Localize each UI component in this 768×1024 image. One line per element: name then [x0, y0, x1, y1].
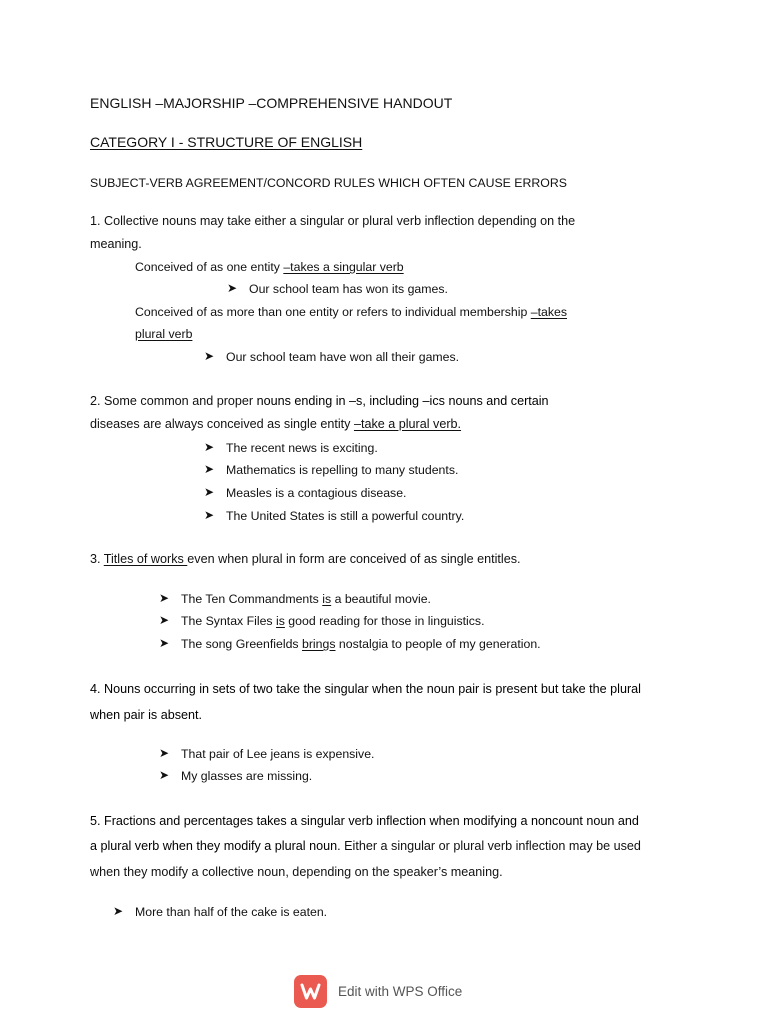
rule-2-text-c: diseases: [90, 417, 140, 431]
bullet-arrow-icon: ➤: [159, 746, 170, 760]
bullet-arrow-icon: ➤: [113, 904, 124, 918]
rule-1-b-verb-cont: plural verb: [135, 327, 193, 341]
list-item: The Syntax Files is good reading for those in linguistics.: [181, 614, 485, 628]
rule-4-text: 4. Nouns occurring in sets of two take the singular when the noun pair is present but take the plural: [90, 682, 641, 696]
bullet-arrow-icon: ➤: [227, 281, 238, 295]
rule-1-b-label: Conceived of as more than one entity or refers to individual membership: [135, 305, 531, 319]
rule-2-text-d: are always conceived as single entity: [139, 417, 354, 431]
bullet-arrow-icon: ➤: [159, 591, 170, 605]
list-item: The song Greenfields brings nostalgia to people of my generation.: [181, 637, 541, 651]
wps-logo-icon[interactable]: [294, 975, 327, 1008]
rule-1-b: [135, 306, 567, 318]
list-item: The Ten Commandments is a beautiful movie.: [181, 592, 431, 606]
rule-5-rest: . Either a singular or plural verb inflection may be used: [337, 839, 641, 853]
list-item: That pair of Lee jeans is expensive.: [181, 747, 375, 761]
rule-2-text-b: nouns ending in –s, including –ics nouns and certain: [256, 394, 549, 408]
category-heading: CATEGORY I - STRUCTURE OF ENGLISH: [90, 134, 363, 150]
bullet-arrow-icon: ➤: [159, 636, 170, 650]
list-item: Measles is a contagious disease.: [226, 486, 407, 500]
bullet-arrow-icon: ➤: [204, 508, 215, 522]
rule-3-key: Titles of works: [103, 552, 188, 566]
bullet-arrow-icon: ➤: [159, 613, 170, 627]
rule-5-text-cont-2: when they modify a collective noun, depending on the speaker’s meaning.: [90, 865, 503, 879]
section-heading: SUBJECT-VERB AGREEMENT/CONCORD RULES WHICH OFTEN CAUSE ERRORS: [90, 176, 567, 190]
bullet-arrow-icon: ➤: [204, 485, 215, 499]
rule-2-text: [90, 395, 549, 408]
rule-2-text-cont: [90, 418, 461, 431]
rule-1-a-verb: –takes a singular verb: [283, 260, 404, 274]
list-item: The recent news is exciting.: [226, 441, 378, 455]
edit-with-wps-link[interactable]: Edit with WPS Office: [338, 984, 463, 999]
bullet-arrow-icon: ➤: [159, 768, 170, 782]
list-item: Mathematics is repelling to many students.: [226, 463, 459, 477]
rule-1-a: [135, 261, 404, 273]
document-title: ENGLISH –MAJORSHIP –COMPREHENSIVE HANDOUT: [90, 95, 453, 111]
bullet-arrow-icon: ➤: [204, 349, 215, 363]
rule-1-a-label: Conceived of as one entity: [135, 260, 284, 274]
rule-3-num: 3.: [90, 552, 104, 566]
rule-1-text: 1. Collective nouns may take either a singular or plural verb inflection depending on the: [90, 214, 576, 228]
rule-5-text-cont: [90, 840, 641, 853]
rule-1-text-cont: meaning.: [90, 237, 142, 251]
rule-4-text-cont: when pair is absent.: [90, 708, 203, 722]
rule-3-text: [90, 553, 521, 566]
rule-2-verb: –take a plural verb.: [353, 417, 462, 431]
rule-2-text-a: 2. Some common and proper: [90, 394, 257, 408]
bullet-arrow-icon: ➤: [204, 462, 215, 476]
list-item: The United States is still a powerful country.: [226, 509, 465, 523]
list-item: My glasses are missing.: [181, 769, 313, 783]
list-item: More than half of the cake is eaten.: [135, 905, 328, 919]
list-item: Our school team has won its games.: [249, 282, 448, 296]
rule-5-emph: a plural verb when they modify a plural noun: [90, 839, 338, 853]
list-item: Our school team have won all their games.: [226, 350, 460, 364]
rule-3-rest: even when plural in form are conceived of as single entitles.: [187, 552, 521, 566]
rule-5-text: 5. Fractions and percentages takes a singular verb inflection when modifying a noncount noun and: [90, 814, 639, 828]
rule-1-b-verb: –takes: [530, 305, 567, 319]
bullet-arrow-icon: ➤: [204, 440, 215, 454]
